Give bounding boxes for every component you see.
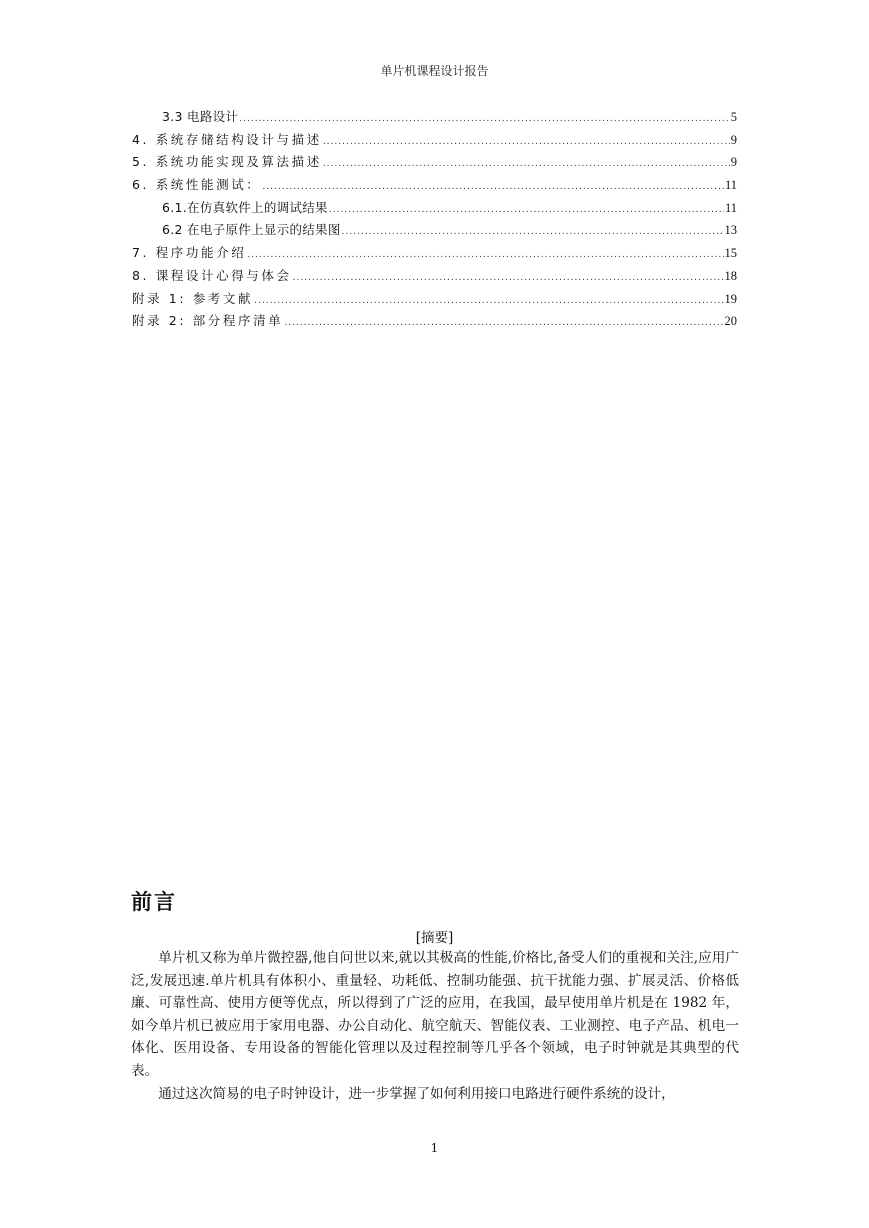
toc-entry-label: 附录 1: 参考文献 — [132, 290, 254, 306]
toc-leader-dots — [247, 250, 723, 260]
toc-entry-label: 附录 2: 部分程序清单 — [132, 313, 284, 329]
toc-entry-page: 11 — [724, 200, 737, 215]
toc-entry-page: 15 — [724, 246, 737, 261]
toc-leader-dots — [239, 114, 729, 124]
toc-entry[interactable] — [132, 243, 737, 266]
toc-entry-page: 13 — [724, 223, 737, 238]
toc-entry-label: 3.3 电路设计 — [162, 109, 239, 124]
section-heading: 前言 — [131, 890, 177, 914]
toc-leader-dots — [342, 227, 724, 237]
toc-entry-label: 7. 程序功能介绍 — [132, 245, 247, 261]
toc-leader-dots — [254, 296, 723, 306]
toc-entry-page: 9 — [730, 155, 737, 170]
toc-entry-page: 5 — [730, 110, 737, 124]
toc-entry[interactable] — [132, 130, 737, 153]
toc-entry-label: 8. 课程设计心得与体会 — [132, 267, 292, 283]
toc-entry-page: 11 — [724, 178, 737, 193]
page-number: 1 — [430, 1141, 439, 1155]
toc-entry-page: 9 — [730, 132, 737, 147]
paragraph: 通过这次简易的电子时钟设计，进一步掌握了如何利用接口电路进行硬件系统的设计， — [158, 1085, 675, 1102]
toc-entry[interactable] — [132, 311, 737, 334]
toc-entry[interactable] — [132, 289, 737, 312]
table-of-contents — [132, 107, 737, 334]
toc-entry-label: 4. 系统存储结构设计与描述 — [132, 131, 322, 147]
toc-leader-dots — [323, 159, 730, 169]
toc-entry-page: 20 — [724, 314, 737, 329]
toc-leader-dots — [293, 273, 724, 283]
toc-entry-label: 6. 系统性能测试： — [132, 177, 262, 193]
toc-entry-label: 6.2 在电子原件上显示的结果图 — [162, 222, 341, 238]
abstract-label: [摘要] — [415, 930, 454, 946]
toc-entry-label: 6.1.在仿真软件上的调试结果 — [162, 199, 328, 215]
body-text — [131, 947, 739, 1105]
toc-entry-page: 19 — [724, 291, 737, 306]
toc-entry[interactable] — [132, 198, 737, 221]
page-header: 单片机课程设计报告 — [380, 64, 489, 78]
toc-entry-page: 18 — [724, 268, 737, 283]
toc-entry-label: 5. 系统功能实现及算法描述 — [132, 154, 322, 170]
toc-entry[interactable] — [132, 175, 737, 198]
paragraph: 单片机又称为单片微控器,他自问世以来,就以其极高的性能,价格比,备受人们的重视和关注,应用广泛,发展迅速.单片机具有体积小、重量轻、功耗低、控制功能强、抗干扰能力强、扩展灵活、价格低廉、可靠性高、使用方便等优点，所以得到了广泛的应用，在我国，最早使用单片机是在 1982 年，如今单片机已被应用于家用电器、办公自动化、航空航天、智能仪表、工业测控、电子产品、机电一体化、医用设备、专用设备的智能化管理以及过程控制等几乎各个领域，电子时钟就是其典型的代表。 — [131, 950, 739, 1079]
toc-entry[interactable] — [132, 107, 737, 130]
toc-leader-dots — [323, 137, 730, 147]
toc-leader-dots — [262, 182, 724, 192]
toc-leader-dots — [284, 318, 723, 328]
toc-entry[interactable] — [132, 220, 737, 243]
toc-leader-dots — [329, 205, 724, 215]
toc-entry[interactable] — [132, 152, 737, 175]
toc-entry[interactable] — [132, 266, 737, 289]
